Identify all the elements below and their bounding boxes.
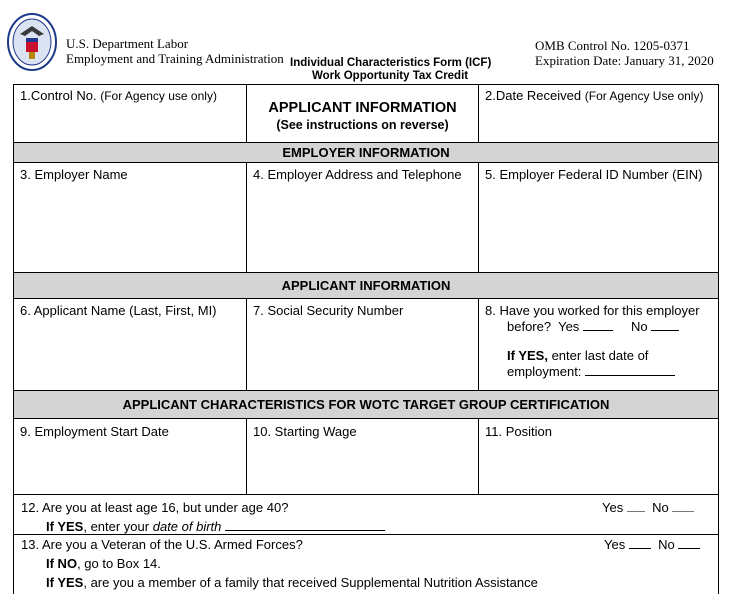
employer-section-header: EMPLOYER INFORMATION: [14, 142, 718, 162]
position-field[interactable]: [478, 419, 718, 494]
q8-ifyes: If YES,: [507, 348, 548, 363]
control-no-field[interactable]: [14, 85, 246, 142]
q12-text: 12. Are you at least age 16, but under age 40?: [21, 500, 289, 515]
dol-seal-icon: [6, 12, 58, 72]
row-employer: [14, 162, 718, 272]
q12-yes-blank[interactable]: [627, 511, 645, 512]
employer-ein-label: 5. Employer Federal ID Number (EIN): [485, 167, 703, 182]
q8-employment-line: [485, 364, 712, 380]
q13-ifyes: If YES: [46, 575, 84, 590]
employer-name-field[interactable]: [14, 163, 246, 272]
row-q13: [14, 534, 718, 594]
q12-no-label: No: [652, 500, 669, 515]
q12-yes-label: Yes: [602, 500, 624, 515]
q8-no-label: No: [631, 319, 648, 334]
employer-address-field[interactable]: [246, 163, 478, 272]
q13-yes-blank[interactable]: [629, 548, 651, 549]
q8-ifyes-line: [485, 348, 712, 364]
q8-yes-blank[interactable]: [583, 330, 613, 331]
row-q12: [14, 494, 718, 534]
dol-seal: [6, 12, 58, 72]
applicant-name-field[interactable]: [14, 299, 246, 390]
q13-no-label: No: [658, 537, 675, 552]
q12-yes-no: [602, 498, 694, 517]
worked-before-question: [478, 299, 718, 390]
q13-ifyes-rest: , are you a member of a family that received Supplemental Nutrition Assistance: [83, 575, 538, 590]
starting-wage-field[interactable]: [246, 419, 478, 494]
q8-employment: employment:: [507, 364, 582, 379]
omb-block: [535, 38, 714, 68]
start-date-label: 9. Employment Start Date: [20, 424, 169, 439]
q13-yes-label: Yes: [604, 537, 626, 552]
employer-ein-field[interactable]: [478, 163, 718, 272]
agency-line1: U.S. Department Labor: [66, 36, 189, 51]
row-control: [14, 84, 718, 142]
q12-ifyes-rest: , enter your: [83, 519, 150, 534]
employer-address-label: 4. Employer Address and Telephone: [253, 167, 462, 182]
q13-ifyes-line: [21, 573, 538, 592]
omb-control: OMB Control No. 1205-0371: [535, 38, 690, 53]
icf-form: [13, 84, 719, 594]
q12-dob-blank[interactable]: [225, 530, 385, 531]
q13-ifno-rest: , go to Box 14.: [77, 556, 161, 571]
q8-last-date-blank[interactable]: [585, 375, 675, 376]
q8-no-blank[interactable]: [651, 330, 679, 331]
q8-answer-line: [485, 319, 712, 335]
expiration-date: Expiration Date: January 31, 2020: [535, 53, 714, 68]
ssn-label: 7. Social Security Number: [253, 303, 404, 318]
q8-text: 8. Have you worked for this employer: [485, 303, 700, 318]
position-label: 11. Position: [485, 424, 552, 439]
control-no-label: 1.Control No.: [20, 88, 97, 103]
q13-yes-no: [604, 535, 700, 554]
q13-text-block: [21, 535, 538, 592]
q12-text-block: [21, 498, 385, 536]
form-title: [290, 57, 510, 83]
agency-line2: Employment and Training Administration: [66, 51, 284, 66]
q13-no-blank[interactable]: [678, 548, 700, 549]
q13-text: 13. Are you a Veteran of the U.S. Armed Forces?: [21, 537, 303, 552]
q13-ifno-line: [21, 554, 538, 573]
form-title-line2: Work Opportunity Tax Credit: [312, 70, 469, 82]
applicant-info-title-cell: [246, 85, 478, 142]
q8-before: before?: [507, 319, 552, 334]
date-received-field[interactable]: [478, 85, 718, 142]
q12-no-blank[interactable]: [672, 511, 694, 512]
control-no-note: (For Agency use only): [100, 89, 217, 103]
q13-ifno: If NO: [46, 556, 78, 571]
applicant-info-title: APPLICANT INFORMATION: [268, 100, 457, 116]
row-applicant: [14, 298, 718, 390]
date-received-note: (For Agency Use only): [584, 89, 704, 103]
q12-dob: date of birth: [152, 519, 222, 534]
agency-header: [66, 36, 284, 66]
applicant-name-label: 6. Applicant Name (Last, First, MI): [20, 303, 217, 318]
row-characteristics: [14, 418, 718, 494]
form-title-line1: Individual Characteristics Form (ICF): [290, 57, 492, 69]
ssn-field[interactable]: [246, 299, 478, 390]
instructions-note: (See instructions on reverse): [276, 118, 449, 132]
applicant-section-header: APPLICANT INFORMATION: [14, 272, 718, 298]
q8-ifyes-rest: enter last date of: [551, 348, 649, 363]
q8-yes-label: Yes: [558, 319, 580, 334]
start-date-field[interactable]: [14, 419, 246, 494]
q12-ifyes: If YES: [46, 519, 84, 534]
employer-name-label: 3. Employer Name: [20, 167, 128, 182]
characteristics-section-header: APPLICANT CHARACTERISTICS FOR WOTC TARGET GROUP CERTIFICATION: [14, 390, 718, 418]
starting-wage-label: 10. Starting Wage: [253, 424, 357, 439]
date-received-label: 2.Date Received: [485, 88, 582, 103]
